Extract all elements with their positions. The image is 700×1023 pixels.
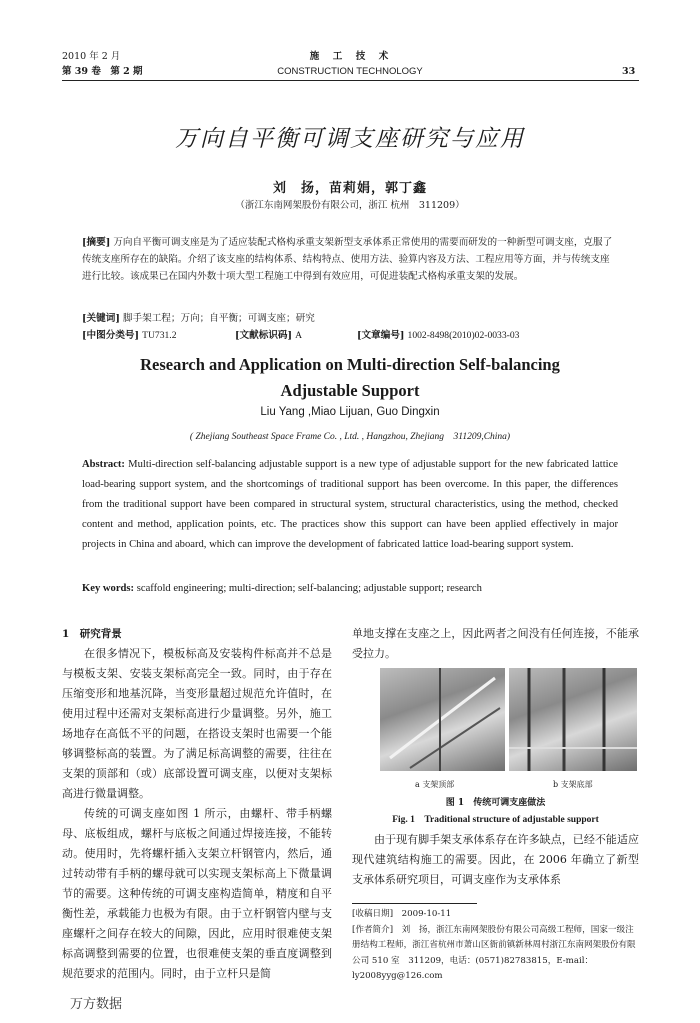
abstract-en bbox=[82, 455, 618, 555]
footnote-author-info: [作者简介] 刘 扬，浙江东南网架股份有限公司高级工程师，国家一级注册结构工程师，浙江省杭州市萧山区衙前镇新林周村浙江东南网架股份有限公司 510 室 311209，电话：(0571)82783815，E-mail：ly2008yyg@126.com bbox=[352, 924, 636, 981]
abstract-en-label: Abstract: bbox=[82, 459, 125, 470]
abstract-cn-label: [摘要] bbox=[82, 237, 111, 248]
header-journal-cn: 施 工 技 术 bbox=[309, 51, 391, 62]
classification-value: TU731.2 bbox=[142, 330, 177, 341]
figure-sub-a: a 支架顶部 bbox=[415, 780, 455, 789]
article-no-label: [文章编号] bbox=[357, 330, 405, 341]
header-volume: 第 39 卷 第 2 期 bbox=[62, 66, 143, 77]
header-rule bbox=[62, 80, 639, 81]
keywords-en-text: scaffold engineering; multi-direction; self-balancing; adjustable support; research bbox=[136, 583, 482, 594]
classification-label: [中图分类号] bbox=[82, 330, 140, 341]
title-en-line2: Adjustable Support bbox=[280, 381, 420, 400]
title-en bbox=[0, 352, 700, 404]
doc-code-label: [文献标识码] bbox=[235, 330, 293, 341]
authors-cn: 刘 扬，苗莉娟，郭丁鑫 bbox=[272, 181, 427, 196]
authors-en: Liu Yang ,Miao Lijuan, Guo Dingxin bbox=[260, 406, 440, 418]
figure-caption-en: Fig. 1 Traditional structure of adjustable support bbox=[392, 815, 599, 825]
affiliation-en: ( Zhejiang Southeast Space Frame Co. , Ltd. , Hangzhou, Zhejiang 311209,China) bbox=[189, 432, 511, 442]
doc-code-row bbox=[235, 327, 302, 341]
section-paragraph-1: 在很多情况下，模板标高及安装构件标高并不总是与模板支架、安装支架标高完全一致。同时，由于存在压缩变形和地基沉降，当变形量超过规范允许值时，在使用过程中还需对支架标高进行少量调整。另外，施工场地存在高低不平的问题，在搭设支架时也需要一个能够调整标高的装置。为了满足标高调整的需要，往往在支架的顶部和（或）底部设置可调支座，以便对支架标高进行微量调整。 bbox=[62, 647, 332, 800]
page-title-cn: 万向自平衡可调支座研究与应用 bbox=[175, 126, 525, 152]
abstract-cn bbox=[82, 234, 618, 285]
article-no-row bbox=[357, 327, 519, 341]
footnote-rule bbox=[352, 903, 477, 904]
keywords-cn-text: 脚手架工程；万向；自平衡；可调支座；研究 bbox=[122, 313, 315, 324]
figure-photo-a bbox=[380, 668, 505, 771]
right-column-bottom bbox=[352, 830, 639, 890]
keywords-en bbox=[82, 583, 622, 594]
keywords-en-label: Key words: bbox=[82, 583, 135, 594]
affiliation-cn: （浙江东南网架股份有限公司，浙江 杭州 311209） bbox=[235, 200, 465, 211]
header-date: 2010 年 2 月 bbox=[62, 51, 121, 62]
left-column bbox=[62, 624, 332, 984]
section-paragraph-2: 传统的可调支座如图 1 所示，由螺杆、带手柄螺母、底板组成，螺杆与底板之间通过焊接连接，不能转动。使用时，先将螺杆插入支架立杆钢管内，然后，通过转动带有手柄的螺母就可以实现支架标高上下微量调节的需要。这种传统的可调支座构造简单，精度和自平衡性差，承载能力也极为有限。由于立杆钢管内壁与支座螺杆之间存在较大的间隙，因此，应用时很难使支架标高调整到需要的位置，也很难使支架的垂直度调整到规范要求的范围内。同时，由于立杆只是简 bbox=[62, 807, 332, 980]
doc-code-value: A bbox=[295, 330, 303, 341]
right-paragraph-bottom: 由于现有脚手架支承体系存在许多缺点，已经不能适应现代建筑结构施工的需要。因此，在 2006 年确立了新型支承体系研究项目，可调支座作为支承体系 bbox=[352, 833, 639, 886]
right-column-top bbox=[352, 624, 639, 664]
keywords-cn-label: [关键词] bbox=[82, 313, 120, 324]
abstract-en-text: Multi-direction self-balancing adjustable support is a new type of adjustable support for the new fabricated lattice load-bearing support system, and the shortcomings of traditional support has been overcome. In this paper, the differences from the traditional support have been compared in structural system, structural characteristics, using the method, checked content and method, application points, etc. The practices show this support can have been applied effectively in major projects in China and aboard, which can improve the development of fabricated lattice load-bearing support system. bbox=[82, 459, 618, 550]
classification-row bbox=[82, 327, 177, 341]
header-journal-en: CONSTRUCTION TECHNOLOGY bbox=[277, 66, 423, 77]
right-paragraph-top: 单地支撑在支座之上，因此两者之间没有任何连接，不能承受拉力。 bbox=[352, 627, 639, 660]
footnote bbox=[352, 907, 639, 985]
figure-photo-b bbox=[509, 668, 637, 771]
figure-caption-cn: 图 1 传统可调支座做法 bbox=[445, 798, 546, 808]
section-heading: 1 研究背景 bbox=[62, 628, 122, 640]
abstract-cn-text: 万向自平衡可调支座是为了适应装配式格构承重支架新型支承体系正常使用的需要而研发的一种新型可调支座，克服了传统支座所存在的缺陷。介绍了该支座的结构体系、结构特点、使用方法、验算内容及方法、工程应用等方面，并与传统支座进行比较。该成果已在国内外数十项大型工程施工中得到有效应用，可促进装配式格构承重支架的发展。 bbox=[82, 237, 613, 282]
article-no-value: 1002-8498(2010)02-0033-03 bbox=[407, 330, 520, 341]
title-en-line1: Research and Application on Multi-direction Self-balancing bbox=[140, 355, 560, 374]
page-number: 33 bbox=[622, 66, 636, 77]
watermark-text: 万方数据 bbox=[70, 997, 123, 1012]
figure-sub-b: b 支架底部 bbox=[553, 780, 593, 789]
footnote-received: [收稿日期] 2009-10-11 bbox=[352, 909, 452, 919]
keywords-cn bbox=[82, 310, 315, 324]
